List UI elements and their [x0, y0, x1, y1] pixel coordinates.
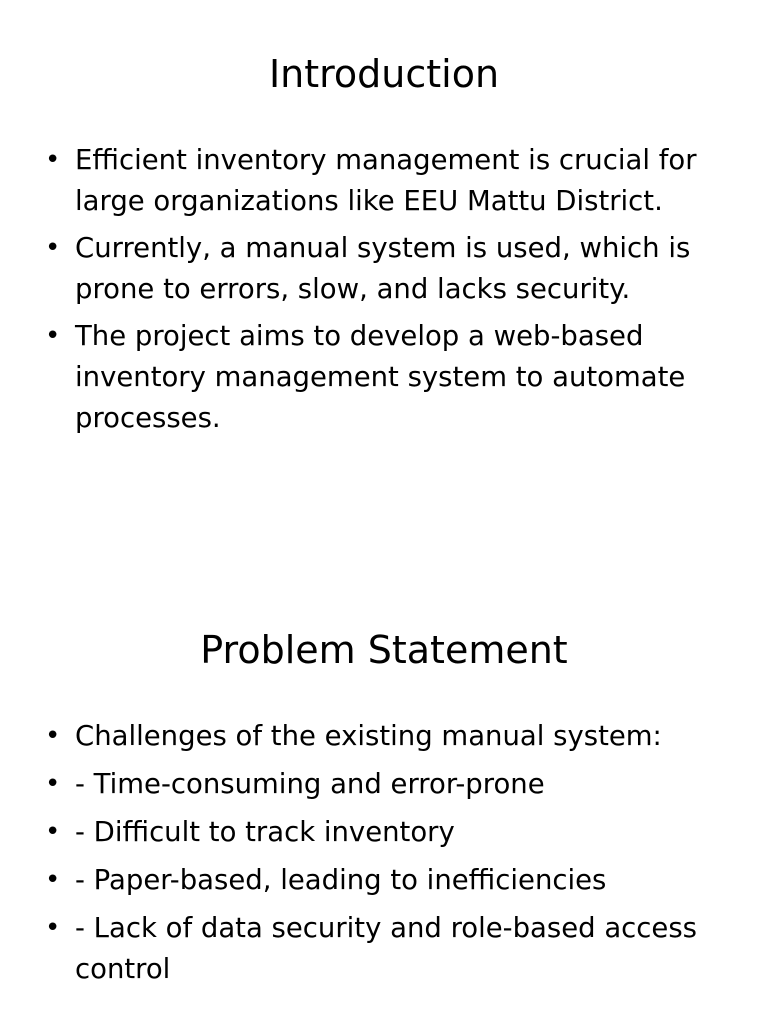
bullet-item — [45, 228, 735, 310]
bullet-icon: • — [45, 321, 61, 351]
bullet-item — [45, 140, 735, 222]
bullet-list — [45, 140, 735, 445]
bullet-icon: • — [45, 865, 61, 895]
bullet-text: The project aims to develop a web-based inventory management system to automate processes. — [75, 320, 686, 434]
bullet-icon: • — [45, 913, 61, 943]
bullet-item — [45, 812, 735, 853]
bullet-text: - Paper-based, leading to inefficiencies — [75, 864, 607, 896]
slide-title: Introduction — [268, 52, 500, 96]
bullet-item — [45, 764, 735, 805]
slide-title: Problem Statement — [200, 628, 568, 672]
bullet-text: Challenges of the existing manual system: — [75, 720, 662, 752]
bullet-text: - Lack of data security and role-based access control — [75, 912, 697, 985]
bullet-list — [45, 716, 735, 997]
bullet-icon: • — [45, 233, 61, 263]
bullet-text: - Difficult to track inventory — [75, 816, 455, 848]
bullet-icon: • — [45, 145, 61, 175]
bullet-item — [45, 716, 735, 757]
bullet-icon: • — [45, 817, 61, 847]
bullet-icon: • — [45, 769, 61, 799]
bullet-text: - Time-consuming and error-prone — [75, 768, 545, 800]
bullet-icon: • — [45, 721, 61, 751]
bullet-item — [45, 316, 735, 439]
bullet-text: Currently, a manual system is used, which is prone to errors, slow, and lacks security. — [75, 232, 691, 305]
bullet-text: Efficient inventory management is crucial for large organizations like EEU Mattu District. — [75, 144, 697, 217]
bullet-item — [45, 860, 735, 901]
slide-problem-statement — [0, 576, 768, 1024]
bullet-item — [45, 908, 735, 990]
